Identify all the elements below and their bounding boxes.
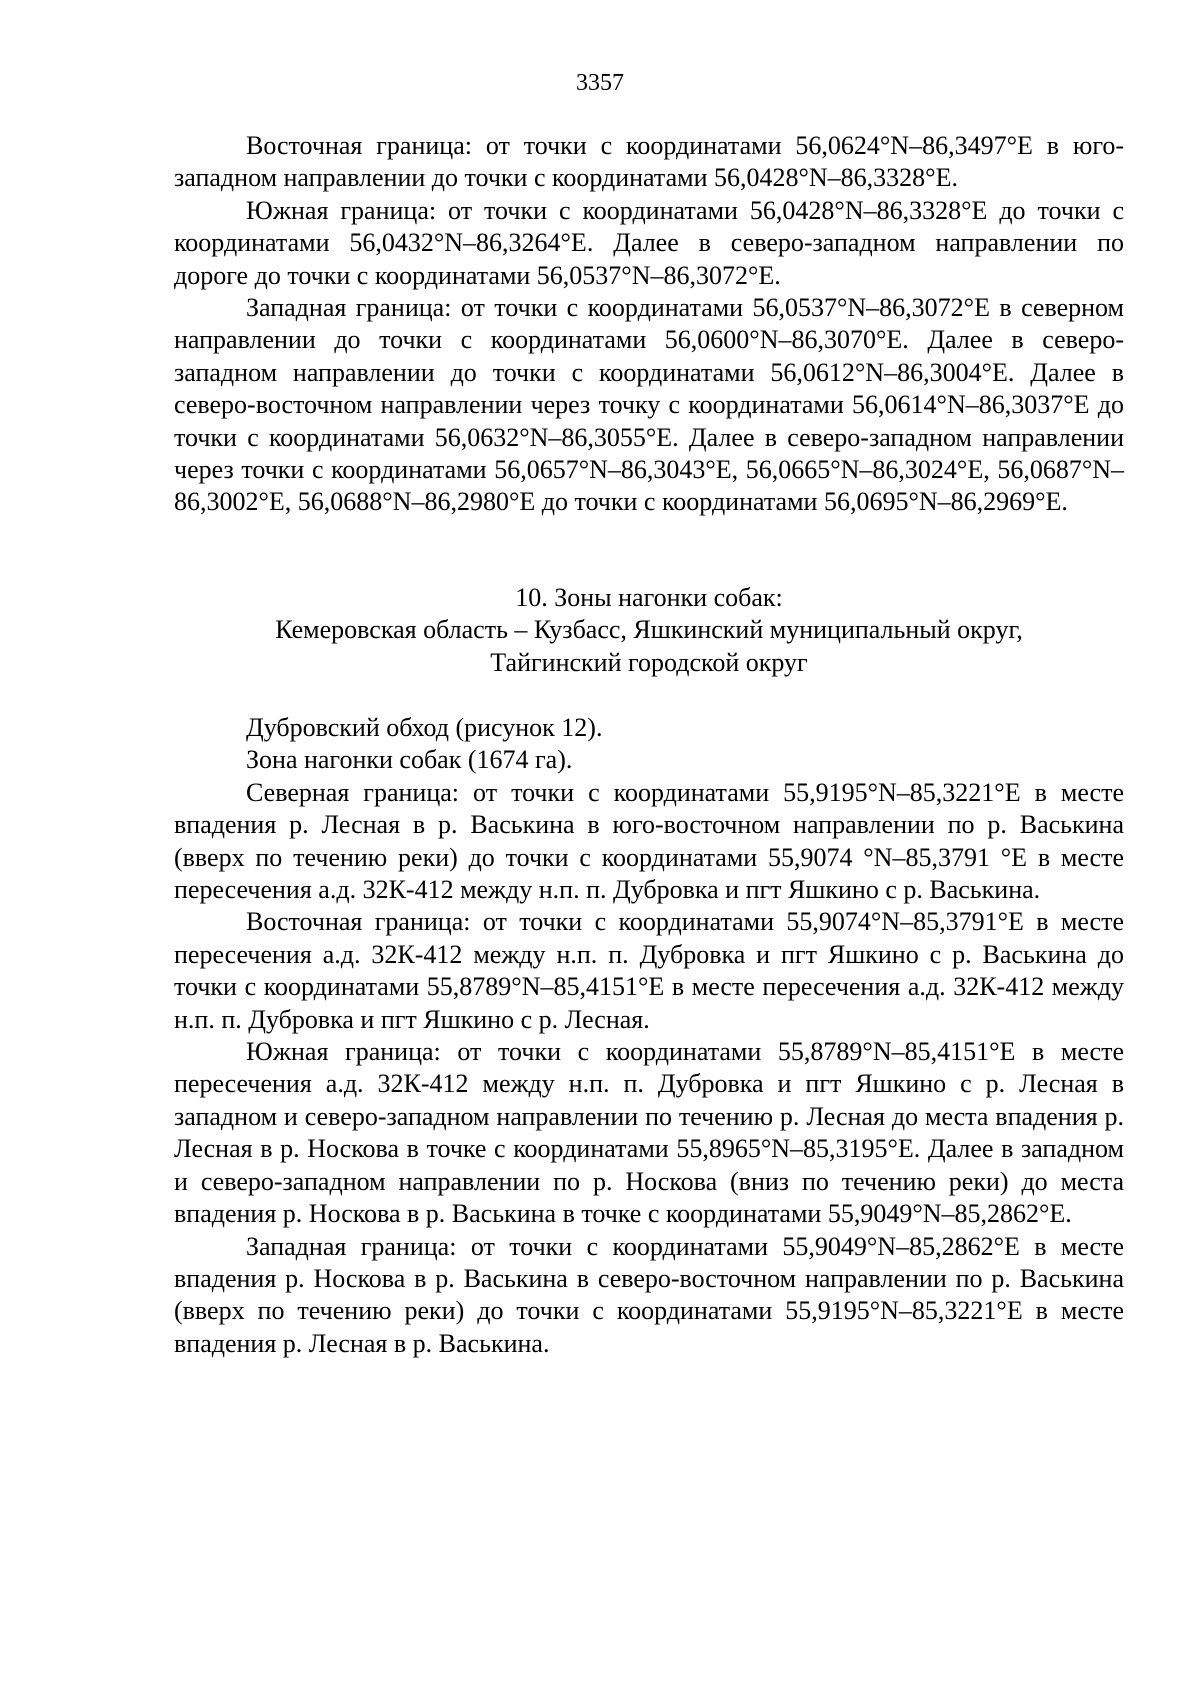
paragraph-east-boundary: Восточная граница: от точки с координатами 55,9074°N–85,3791°E в месте пересечения а.д. 32К-412 между н.п. п. Дубровка и пгт Яшкино с р. Васькина до точки с координатами 55,8789°N–85,4151°E в месте пересечения а.д. 32К-412 между н.п. п. Дубровка и пгт Яшкино с р. Лесная.	[174, 907, 1124, 1034]
bottom-text-block	[174, 712, 1124, 1360]
paragraph-west-boundary-top: Западная граница: от точки с координатами 56,0537°N–86,3072°E в северном направлении до точки с координатами 56,0600°N–86,3070°E. Далее в северо-западном направлении до точки с координатами 56,0612°N–86,3004°E. Далее в северо-восточном направлении через точку с координатами 56,0614°N–86,3037°E до точки с координатами 56,0632°N–86,3055°E. Далее в северо-западном направлении через точки с координатами 56,0657°N–86,3043°E, 56,0665°N–86,3024°E, 56,0687°N–86,3002°E, 56,0688°N–86,2980°E до точки с координатами 56,0695°N–86,2969°E.	[174, 293, 1124, 517]
page-number: 3357	[576, 70, 624, 96]
paragraph-south-boundary-top: Южная граница: от точки с координатами 56,0428°N–86,3328°E до точки с координатами 56,0432°N–86,3264°E. Далее в северо-западном направлении по дороге до точки с координатами 56,0537°N–86,3072°E.	[174, 195, 1124, 290]
paragraph-bypass-name: Дубровский обход (рисунок 12).	[246, 713, 603, 742]
paragraph-zone-area: Зона нагонки собак (1674 га).	[246, 745, 573, 775]
paragraph-east-boundary-top: Восточная граница: от точки с координатами 56,0624°N–86,3497°E в юго-западном направлении до точки с координатами 56,0428°N–86,3328°E.	[174, 131, 1124, 193]
section-heading-line-1: 10. Зоны нагонки собак:	[515, 583, 783, 612]
section-heading-line-2: Кемеровская область – Кузбасс, Яшкинский муниципальный округ,	[275, 615, 1023, 645]
section-heading-line-3: Тайгинский городской округ	[490, 647, 808, 677]
paragraph-north-boundary: Северная граница: от точки с координатами 55,9195°N–85,3221°E в месте впадения р. Лесная в р. Васькина в юго-восточном направлении по р. Васькина (вверх по течению реки) до точки с координатами 55,9074 °N–85,3791 °E в месте пересечения а.д. 32К-412 между н.п. п. Дубровка и пгт Яшкино с р. Васькина.	[174, 777, 1124, 905]
paragraph-west-boundary: Западная граница: от точки с координатами 55,9049°N–85,2862°E в месте впадения р. Носкова в р. Васькина в северо-восточном направлении по р. Васькина (вверх по течению реки) до точки с координатами 55,9195°N–85,3221°E в месте впадения р. Лесная в р. Васькина.	[174, 1231, 1124, 1358]
top-text-block	[174, 130, 1124, 519]
paragraph-south-boundary: Южная граница: от точки с координатами 55,8789°N–85,4151°E в месте пересечения а.д. 32К-412 между н.п. п. Дубровка и пгт Яшкино с р. Лесная в западном и северо-западном направлении по течению р. Лесная до места впадения р. Лесная в р. Носкова в точке с координатами 55,8965°N–85,3195°E. Далее в западном и северо-западном направлении по р. Носкова (вниз по течению реки) до места впадения р. Носкова в р. Васькина в точке с координатами 55,9049°N–85,2862°E.	[174, 1037, 1124, 1229]
section-heading	[174, 582, 1124, 679]
